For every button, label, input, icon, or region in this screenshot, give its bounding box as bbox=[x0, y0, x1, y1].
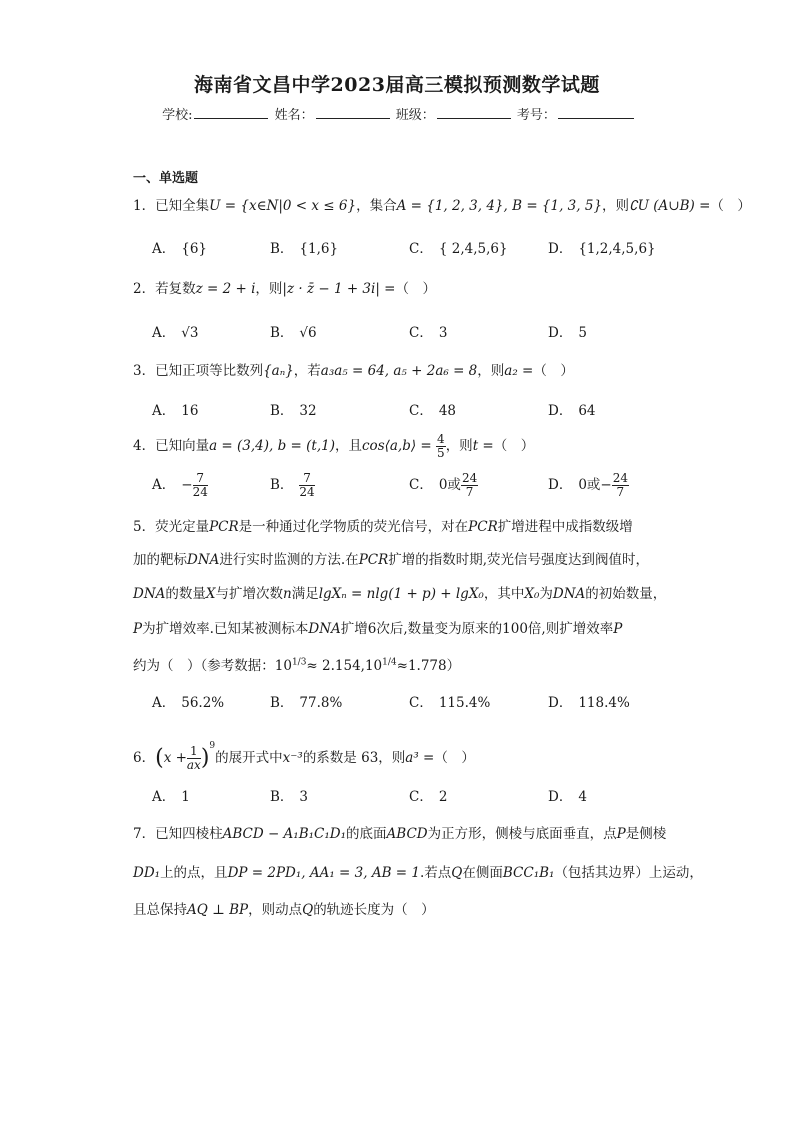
question-5-option-d[interactable]: D． 118.4% bbox=[548, 695, 630, 711]
question-2-option-a[interactable]: A． √3 bbox=[152, 325, 199, 341]
question-5-line-3: DNA的数量X与扩增次数n满足lgXₙ = nlg(1 + p) + lgX₀，其中X₀为DNA的初始数量， bbox=[133, 586, 667, 602]
question-1-option-d[interactable]: D． {1,2,4,5,6} bbox=[548, 241, 656, 257]
name-blank[interactable] bbox=[316, 106, 390, 119]
section-heading: 一、单选题 bbox=[133, 171, 199, 186]
question-2-option-b[interactable]: B． √6 bbox=[270, 325, 317, 341]
question-5-line-1: 5．荧光定量PCR是一种通过化学物质的荧光信号，对在PCR扩增进程中成指数级增 bbox=[133, 519, 633, 535]
question-4-stem: 4．已知向量a = (3,4), b = (t,1)，且cos⟨a,b⟩ = $\frac{4}{5}$ ，则t =（ ） bbox=[133, 432, 535, 460]
question-1-option-b[interactable]: B． {1,6} bbox=[270, 241, 339, 257]
question-6-option-a[interactable]: A． 1 bbox=[152, 789, 190, 805]
question-1-option-c[interactable]: C． { 2,4,5,6} bbox=[409, 241, 508, 257]
question-7-line-3: 且总保持AQ ⊥ BP，则动点Q的轨迹长度为（ ） bbox=[133, 902, 435, 918]
question-6-options bbox=[152, 785, 692, 805]
question-5-options bbox=[152, 691, 692, 711]
question-4-option-c[interactable]: C． 0或 $\frac{24}{7}$ bbox=[409, 471, 478, 499]
question-1-options bbox=[152, 237, 692, 257]
page-title: 海南省文昌中学2023届高三模拟预测数学试题 bbox=[194, 74, 600, 96]
class-label: 班级： bbox=[395, 108, 435, 123]
question-1-stem: 1．已知全集U = {x∈N|0 < x ≤ 6}，集合A = {1, 2, 3, 4}, B = {1, 3, 5}，则∁U (A∪B) =（ ） bbox=[133, 198, 751, 214]
question-7-line-1: 7．已知四棱柱ABCD − A₁B₁C₁D₁的底面ABCD为正方形，侧棱与底面垂直，点P是侧棱 bbox=[133, 826, 667, 842]
question-6-option-c[interactable]: C． 2 bbox=[409, 789, 448, 805]
question-3-options bbox=[152, 399, 692, 419]
question-3-option-a[interactable]: A． 16 bbox=[152, 403, 199, 419]
question-4-option-d[interactable]: D． 0或− $\frac{24}{7}$ bbox=[548, 471, 629, 499]
question-1-option-a[interactable]: A． {6} bbox=[152, 241, 208, 257]
question-6-option-d[interactable]: D． 4 bbox=[548, 789, 587, 805]
id-blank[interactable] bbox=[558, 106, 634, 119]
name-label: 姓名： bbox=[274, 108, 314, 123]
question-3-stem: 3．已知正项等比数列{aₙ}，若a₃a₅ = 64, a₅ + 2a₆ = 8，则a₂ =（ ） bbox=[133, 363, 574, 379]
question-2-stem: 2．若复数z = 2 + i，则|z · z̄ − 1 + 3i| =（ ） bbox=[133, 281, 436, 297]
question-4-options bbox=[152, 472, 692, 504]
question-5-option-a[interactable]: A． 56.2% bbox=[152, 695, 225, 711]
class-blank[interactable] bbox=[437, 106, 511, 119]
question-2-option-c[interactable]: C． 3 bbox=[409, 325, 448, 341]
question-3-option-d[interactable]: D． 64 bbox=[548, 403, 596, 419]
school-label: 学校: bbox=[162, 108, 193, 123]
question-6-stem: 6．(x + $\frac{1}{ax}$ )$^9$的展开式中x⁻³的系数是 63，则a³ =（ ） bbox=[133, 741, 475, 772]
question-6-option-b[interactable]: B． 3 bbox=[270, 789, 309, 805]
question-4-option-a[interactable]: A． − $\frac{7}{24}$ bbox=[152, 471, 208, 499]
school-blank[interactable] bbox=[194, 106, 268, 119]
question-3-option-b[interactable]: B． 32 bbox=[270, 403, 317, 419]
question-5-line-5: 约为（ ）（参考数据：$10^{1/3}\approx 2.154,10^{1/4}\approx 1.778$） bbox=[133, 657, 461, 674]
question-5-option-b[interactable]: B． 77.8% bbox=[270, 695, 343, 711]
question-4-option-b[interactable]: B． $\frac{7}{24}$ bbox=[270, 471, 315, 499]
student-info-line bbox=[0, 104, 794, 123]
id-label: 考号： bbox=[516, 108, 556, 123]
q6-fraction: $\frac{1}{ax}$ bbox=[186, 744, 201, 772]
question-5-line-4: P为扩增效率.已知某被测标本DNA扩增6次后,数量变为原来的100倍,则扩增效率P bbox=[133, 621, 623, 637]
question-2-option-d[interactable]: D． 5 bbox=[548, 325, 587, 341]
question-5-option-c[interactable]: C． 115.4% bbox=[409, 695, 491, 711]
question-3-option-c[interactable]: C． 48 bbox=[409, 403, 457, 419]
question-5-line-2: 加的靶标DNA进行实时监测的方法.在PCR扩增的指数时期,荧光信号强度达到阀值时， bbox=[133, 552, 650, 568]
question-2-options bbox=[152, 321, 692, 341]
question-7-line-2: DD₁上的点，且DP = 2PD₁, AA₁ = 3, AB = 1.若点Q在侧面BCC₁B₁（包括其边界）上运动， bbox=[133, 865, 703, 881]
q4-fraction: $\frac{4}{5}$ bbox=[437, 432, 445, 460]
